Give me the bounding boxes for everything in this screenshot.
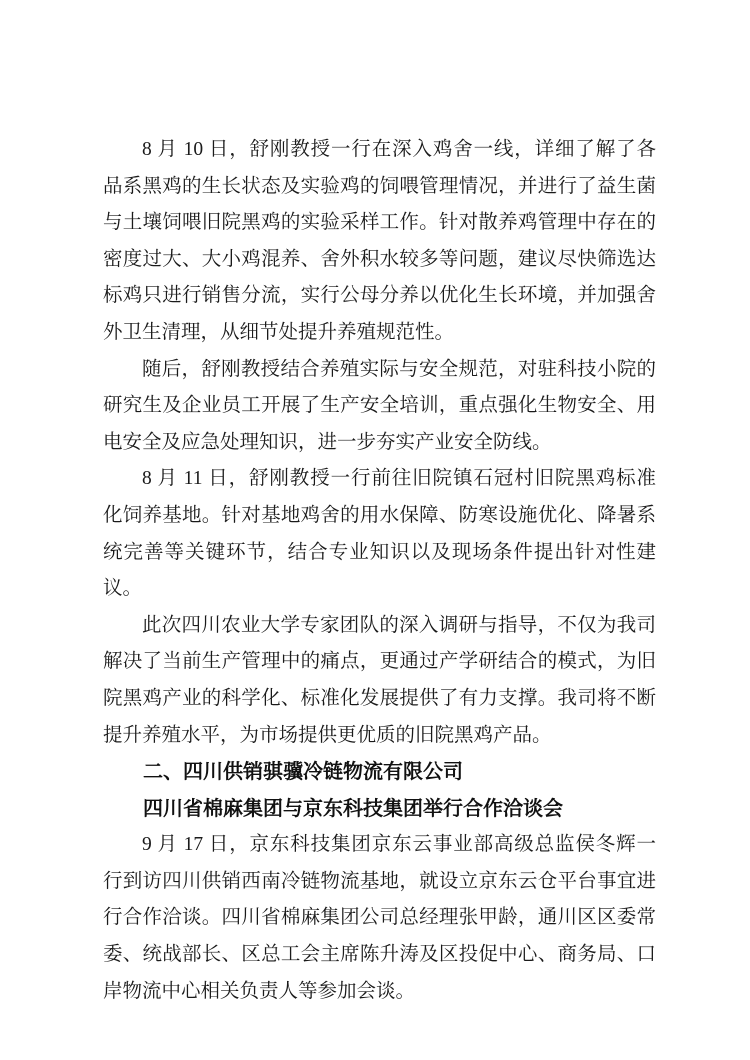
text-line: 密度过大、大小鸡混养、舍外积水较多等问题，建议尽快筛选达: [103, 248, 656, 270]
paragraph-base-visit: [103, 461, 656, 607]
text-line: 委、统战部长、区总工会主席陈升涛及区投促中心、商务局、口: [103, 944, 656, 966]
text-line: 解决了当前生产管理中的痛点，更通过产学研结合的模式，为旧: [103, 651, 656, 673]
text-line: 行到访四川供销西南冷链物流基地，就设立京东云仓平台事宜进: [103, 870, 656, 892]
text-line: 9 月 17 日，京东科技集团京东云事业部高级总监侯冬辉一: [142, 834, 656, 856]
text-line: 品系黑鸡的生长状态及实验鸡的饲喂管理情况，并进行了益生菌: [103, 175, 656, 197]
text-line: 8 月 10 日，舒刚教授一行在深入鸡舍一线，详细了解了各: [142, 139, 656, 160]
paragraph-field-visit: [103, 132, 656, 352]
text-line: 电安全及应急处理知识，进一步夯实产业安全防线。: [103, 431, 552, 453]
text-line: 标鸡只进行销售分流，实行公母分养以优化生长环境，并加强舍: [103, 285, 656, 307]
paragraph-safety-training: [103, 352, 656, 462]
article-heading-meeting: 四川省棉麻集团与京东科技集团举行合作洽谈会: [143, 797, 563, 820]
paragraph-summary: [103, 608, 656, 754]
text-line: 8 月 11 日，舒刚教授一行前往旧院镇石冠村旧院黑鸡标准: [142, 468, 656, 490]
text-line: 提升养殖水平，为市场提供更优质的旧院黑鸡产品。: [103, 724, 552, 746]
text-line: 随后，舒刚教授结合养殖实际与安全规范，对驻科技小院的: [142, 358, 656, 380]
text-line: 与土壤饲喂旧院黑鸡的实验采样工作。针对散养鸡管理中存在的: [103, 212, 656, 234]
paragraph-jd-meeting: [103, 827, 656, 1010]
text-line: 外卫生清理，从细节处提升养殖规范性。: [103, 321, 455, 343]
text-line: 化饲养基地。针对基地鸡舍的用水保障、防寒设施优化、降暑系: [103, 504, 656, 526]
text-line: 院黑鸡产业的科学化、标准化发展提供了有力支撑。我司将不断: [103, 687, 656, 709]
section-heading-company: 二、四川供销骐骥冷链物流有限公司: [143, 761, 463, 784]
text-line: 统完善等关键环节，结合专业知识以及现场条件提出针对性建议。: [103, 541, 656, 600]
text-line: 研究生及企业员工开展了生产安全培训，重点强化生物安全、用: [103, 395, 656, 417]
text-line: 此次四川农业大学专家团队的深入调研与指导，不仅为我司: [142, 614, 656, 636]
text-line: 岸物流中心相关负责人等参加会谈。: [103, 980, 416, 1002]
text-line: 行合作洽谈。四川省棉麻集团公司总经理张甲龄，通川区区委常: [103, 907, 656, 929]
